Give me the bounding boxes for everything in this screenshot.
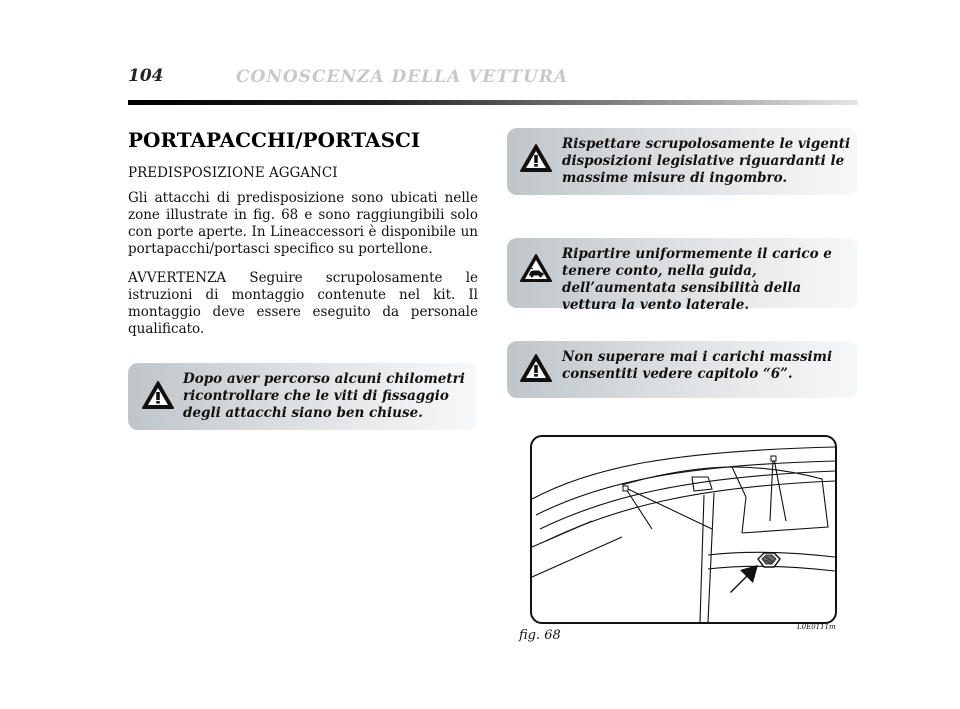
warning-box-dimensions [507,128,858,195]
figure-68-illustration [530,435,837,624]
warning-text: Non superare mai i carichi massimi consentiti vedere capitolo “6”. [562,349,833,382]
car-wind-triangle-icon [520,253,552,283]
warning-triangle-icon [520,143,552,173]
warning-triangle-icon [520,353,552,383]
warning-box-max-load [507,341,858,398]
figure-caption: fig. 68 [519,628,561,643]
warning-box-load-distribution [507,238,858,313]
warning-text: Ripartire uniformemente il carico e tenere conto, nella guida, dell’aumentata sensibilità della vettura la vento laterale. [562,246,832,313]
paragraph-location: Gli attacchi di predisposizione sono ubicati nelle zone illustrate in fig. 68 e sono raggiungibili solo con porte aperte. In Lineaccessori è disponibile un portapacchi/portasci specifico su portellone. [128,190,478,257]
paragraph-avvertenza: AVVERTENZA Seguire scrupolosamente le istruzioni di montaggio contenute nel kit. Il montaggio deve essere eseguito da personale qualificato. [128,270,478,337]
warning-text: Rispettare scrupolosamente le vigenti disposizioni legislative riguardanti le massime misure di ingombro. [562,136,851,186]
section-title: PORTAPACCHI/PORTASCI [128,128,421,152]
warning-box-check-screws [128,363,477,430]
roof-rack-attachment-drawing [532,437,835,622]
header-rule [128,100,858,105]
warning-triangle-icon [142,380,174,410]
section-subtitle: PREDISPOSIZIONE AGGANCI [128,165,338,181]
running-title: CONOSCENZA DELLA VETTURA [236,67,569,87]
warning-text: Dopo aver percorso alcuni chilometri ricontrollare che le viti di fissaggio degli attacchi siano ben chiuse. [183,371,465,421]
page-number: 104 [128,66,164,86]
figure-code: L0E0111m [797,623,836,631]
